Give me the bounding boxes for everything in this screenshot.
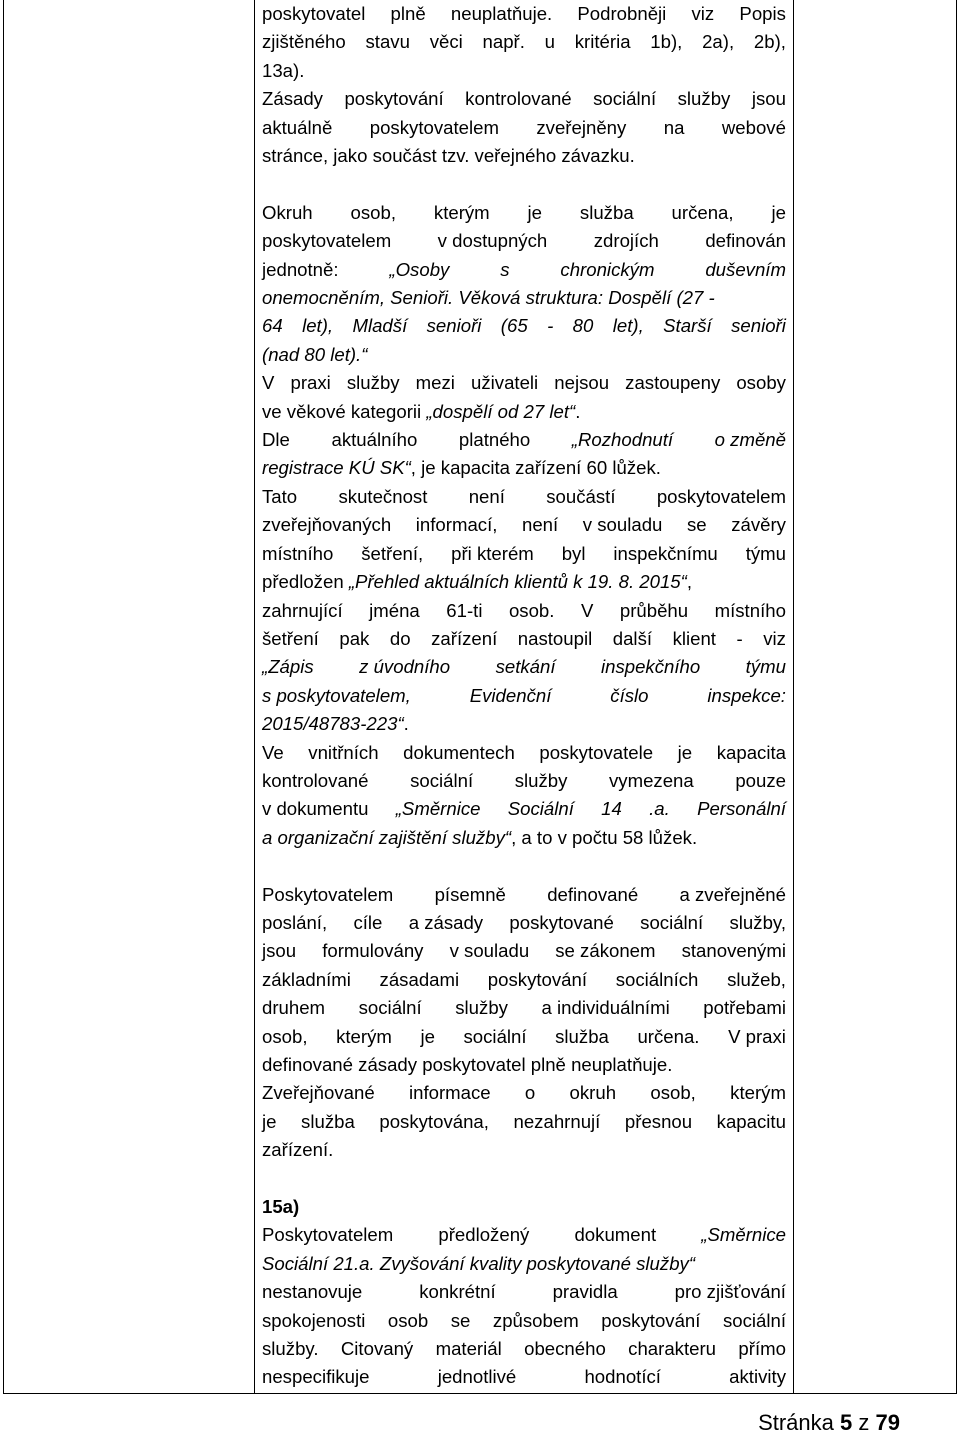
word: jsou [751,88,786,110]
word: obecného [524,1338,606,1360]
text-fragment: . [575,400,581,422]
word: potřebami [703,997,786,1019]
word: služby [455,997,508,1019]
word: a zveřejněné [679,883,786,905]
word: zastoupeny [625,372,721,394]
word: způsobem [492,1309,579,1331]
word: Popis [739,3,786,24]
word: služby, [729,911,786,933]
word: Citovaný [340,1338,414,1360]
text-line [262,199,786,227]
word: sociální [593,88,657,110]
word: pro zjišťování [674,1281,786,1303]
word: Okruh [262,201,313,223]
word: druhem [262,997,326,1019]
text-line [262,0,786,28]
word: kritéria [574,31,631,53]
word: místního [262,542,334,564]
page-footer [758,1410,900,1436]
word: při kterém [451,542,534,564]
word: v dokumentu [262,798,369,820]
word: senioři [731,315,786,337]
word: kterým [433,201,490,223]
text-fragment: ve věkové kategorii [262,400,427,422]
word: předložený [438,1224,530,1246]
word: viz [691,3,715,24]
word: „Osoby [389,258,450,280]
word: aktuálního [331,429,418,451]
word: spokojenosti [262,1309,366,1331]
word: definován [705,230,786,252]
text-line [262,767,786,795]
text-line [262,483,786,511]
word: zdrojích [593,230,659,252]
word: nejsou [554,372,610,394]
word: pravidla [552,1281,618,1303]
word: kterým [336,1025,392,1047]
word: určena. [637,1025,700,1047]
word: poskytování [344,88,444,110]
word: věci [429,31,463,53]
word: osoby [736,372,786,394]
word: okruh [569,1082,617,1104]
text-line [262,312,786,340]
word: setkání [495,656,556,678]
italic-fragment: a organizační zajištění služby“ [262,826,512,848]
word: Poskytovatelem [262,1224,394,1246]
word: poskytované [509,911,614,933]
word: kapacita [716,741,786,763]
word: 64 [262,315,283,337]
word: služba [555,1025,609,1047]
word: - [547,315,554,337]
text-line [262,1023,786,1051]
text-line [262,597,786,625]
word: na [663,116,685,138]
text-line [262,369,786,397]
word: jména [369,599,420,621]
word: s [500,258,510,280]
italic-fragment: registrace KÚ SK“ [262,457,411,479]
word: sociální [640,911,704,933]
word: kontrolované [262,769,369,791]
word: konkrétní [419,1281,496,1303]
word: přímo [738,1338,786,1360]
word: V [580,599,594,621]
word: dokumentech [403,741,515,763]
word: a individuálními [541,997,670,1019]
text-line [262,256,786,284]
text-line [262,284,786,312]
word: stavu [365,31,410,53]
word: týmu [745,542,786,564]
word: a zásady [408,911,484,933]
word: skutečnost [338,485,428,507]
word: kterým [730,1082,786,1104]
paragraph-3 [262,881,786,1165]
word: pak [339,627,370,649]
word: o změně [714,429,786,451]
text-line: definované zásady poskytovatel plně neuplatňuje. [262,1054,673,1075]
word: nastoupil [517,627,593,649]
text-line [262,511,786,539]
text-line [262,625,786,653]
text-line [262,937,786,965]
word: inspekčního [600,656,701,678]
paragraph-2 [262,199,786,852]
word: přesnou [624,1110,693,1132]
word: 2b), [753,31,786,53]
word: poskytovatele [539,741,654,763]
word: klient [672,627,716,649]
text-line [262,881,786,909]
word: Ve [262,741,284,763]
word: 1b), [650,31,683,53]
word: Sociální [507,798,574,820]
text-line: Sociální 21.a. Zvyšování kvality poskytované služby“ [262,1252,696,1274]
word: zveřejňovaných [262,514,392,536]
italic-fragment: 2015/48783-223“ [262,713,404,735]
word: týmu [745,656,786,678]
word: je [527,201,543,223]
word: osob. [508,599,555,621]
text-line [262,568,786,596]
word: poskytování [601,1309,701,1331]
word: inspekce: [707,684,786,706]
text-line [262,909,786,937]
text-line [262,426,786,454]
word: materiál [435,1338,502,1360]
word: služba [301,1110,355,1132]
word: aktuálně [262,116,333,138]
word: Personální [697,798,786,820]
text-line: zařízení. [262,1139,334,1161]
word: Mladší [352,315,408,337]
word: v souladu [582,514,663,536]
word: služby [514,769,568,791]
word: poskytování [487,968,588,990]
word: aktivity [729,1366,786,1388]
word: u [544,31,555,53]
word: poskytovatelem [369,116,499,138]
word: určena, [671,201,734,223]
word: jednotlivé [437,1366,517,1388]
word: - [736,627,743,649]
text-line [262,1363,786,1391]
text-line [262,1335,786,1363]
word: kontrolované [465,88,572,110]
text-line [262,540,786,568]
word: Zásady [262,88,323,110]
text-line [262,682,786,710]
text-line: (nad 80 let).“ [262,343,368,365]
text-line [262,739,786,767]
word: z úvodního [359,656,451,678]
word: další [612,627,653,649]
word: služba [579,201,634,223]
word: služby. [262,1338,319,1360]
word: v dostupných [437,230,548,252]
page-separator: z [858,1410,870,1435]
text-line [262,114,786,142]
word: sociální [410,769,474,791]
findings-cell [262,0,786,1392]
word: poskytovatelem [656,485,786,507]
text-fragment: , a to v počtu 58 lůžek. [511,826,698,848]
word: viz [763,627,786,649]
word: 2a), [702,31,735,53]
word: Evidenční [469,684,552,706]
word: poskytovatelem [262,230,392,252]
word: stanovenými [681,940,786,962]
word: Zveřejňované [262,1082,375,1104]
word: o [524,1082,536,1104]
word: je [262,1110,277,1132]
word: sociální [722,1309,786,1331]
word: „Zápis [262,656,314,678]
word: místního [714,599,786,621]
word: jsou [262,940,297,962]
word: poskytovatel [262,3,366,24]
word: 61-ti [446,599,483,621]
word: zahrnující [262,599,343,621]
word: byl [561,542,586,564]
text-fragment: . [403,713,409,735]
word: platného [458,429,531,451]
word: zařízení [431,627,498,649]
text-fragment: , je kapacita zařízení 60 lůžek. [410,457,661,479]
word: osob, [650,1082,696,1104]
word: číslo [610,684,649,706]
word: Starší [663,315,712,337]
word: charakteru [628,1338,717,1360]
paragraph-1 [262,0,786,170]
word: průběhu [619,599,689,621]
text-fragment: předložen [262,571,349,593]
word: 80 [572,315,594,337]
word: senioři [426,315,482,337]
word: Poskytovatelem [262,883,394,905]
word: pouze [735,769,786,791]
word: cíle [353,911,383,933]
word: služby [677,88,731,110]
word: webové [721,116,786,138]
word: sociální [463,1025,527,1047]
text-line [262,653,786,681]
word: šetření, [361,542,424,564]
word: součástí [546,485,616,507]
word: duševním [705,258,786,280]
word: je [771,201,786,223]
text-line [262,454,786,482]
italic-fragment: Věková struktura: Dospělí (27 - [453,287,715,309]
word: mezi [415,372,455,394]
page-total: 79 [875,1410,900,1435]
page-current: 5 [840,1410,853,1435]
word: zásadami [379,968,460,990]
text-line [262,1278,786,1306]
word: .a. [649,798,670,820]
word: V praxi [728,1025,786,1047]
text-fragment: jednotně: [262,258,339,280]
word: není [468,485,505,507]
word: informací, [415,514,498,536]
word: není [522,514,559,536]
word: Tato [262,485,298,507]
word: se zákonem [555,940,656,962]
word: (65 [500,315,528,337]
text-line [262,28,786,56]
text-line [262,85,786,113]
word: např. [482,31,525,53]
word: „Rozhodnutí [571,429,674,451]
word: písemně [434,883,506,905]
word: kapacitu [716,1110,786,1132]
text-line [262,710,786,738]
section-heading: 15a) [262,1196,300,1218]
word: Podrobněji [577,3,667,24]
word: informace [408,1082,491,1104]
word: nezahrnují [513,1110,601,1132]
word: let), [612,315,644,337]
word: formulovány [322,940,424,962]
word: šetření [262,627,319,649]
text-line [262,1108,786,1136]
word: sociální [358,997,422,1019]
word: zjištěného [262,31,346,53]
word: neuplatňuje. [450,3,553,24]
word: osob, [350,201,397,223]
word: let), [302,315,334,337]
word: do [389,627,411,649]
word: vymezena [608,769,694,791]
word: „Směrnice [701,1224,786,1246]
word: služby [346,372,400,394]
word: poskytována, [379,1110,489,1132]
word: vnitřních [308,741,379,763]
text-line [262,1221,786,1249]
word: v souladu [449,940,530,962]
word: definované [547,883,639,905]
word: nestanovuje [262,1281,363,1303]
word: „Směrnice [395,798,481,820]
word: 14 [601,798,622,820]
word: zveřejněny [536,116,627,138]
word: se [686,514,707,536]
text-line [262,398,786,426]
word: nespecifikuje [262,1366,370,1388]
text-line [262,227,786,255]
word: je [677,741,693,763]
word: s poskytovatelem, [262,684,411,706]
text-line [262,1079,786,1107]
italic-fragment: „dospělí od 27 let“ [426,400,576,422]
paragraph-4 [262,1193,786,1392]
text-line [262,824,786,852]
text-line [262,1307,786,1335]
page-label: Stránka [758,1410,834,1435]
text-line: stránce, jako součást tzv. veřejného závazku. [262,145,635,167]
text-fragment: , [686,571,693,593]
word: služeb, [727,968,786,990]
word: závěry [731,514,786,536]
italic-fragment: „Přehled aktuálních klientů k 19. 8. 2015“ [348,571,687,593]
text-line [262,994,786,1022]
word: hodnotící [584,1366,661,1388]
word: je [420,1025,435,1047]
word: osob [387,1309,429,1331]
word: sociálních [615,968,699,990]
word: osob, [262,1025,308,1047]
table-column-divider-left [254,0,255,1394]
word: V [262,372,275,394]
word: praxi [290,372,331,394]
word: se [450,1309,471,1331]
word: základními [262,968,351,990]
text-line: 13a). [262,59,305,81]
word: plně [390,3,426,24]
table-column-divider-right [793,0,794,1394]
italic-fragment: onemocněním, Senioři. [262,287,454,309]
word: uživateli [471,372,539,394]
word: poslání, [262,911,328,933]
text-line [262,966,786,994]
word: dokument [574,1224,657,1246]
word: inspekčnímu [613,542,718,564]
word: Dle [262,429,290,451]
word: chronickým [560,258,655,280]
text-line [262,795,786,823]
